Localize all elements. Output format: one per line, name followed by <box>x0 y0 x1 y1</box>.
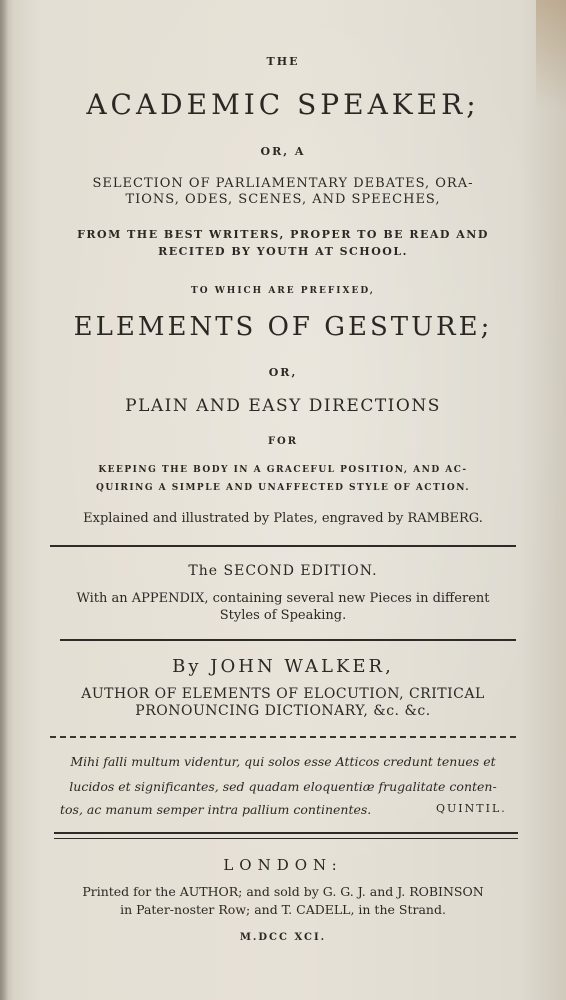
for-line: FOR <box>267 436 299 447</box>
subtitle-line-4: RECITED BY YOUTH AT SCHOOL. <box>158 245 408 258</box>
elements-title: ELEMENTS OF GESTURE; <box>73 312 493 342</box>
keeping-line-1: KEEPING THE BODY IN A GRACEFUL POSITION, AND AC- <box>98 465 468 475</box>
author-desc-line-1: AUTHOR OF ELEMENTS OF ELOCUTION, CRITICAL <box>81 686 485 702</box>
rule-4a <box>54 832 518 834</box>
author-desc-line-2: PRONOUNCING DICTIONARY, &c. &c. <box>135 703 431 719</box>
quote-line-2: lucidos et significantes, sed quadam eloquentiæ frugalitate conten- <box>69 779 497 794</box>
main-title: ACADEMIC SPEAKER; <box>86 88 480 121</box>
printed-line-1: Printed for the AUTHOR; and sold by G. G. J. and J. ROBINSON <box>82 884 484 899</box>
quote-line-3: tos, ac manum semper intra pallium continentes. <box>60 802 372 817</box>
city-line: LONDON: <box>223 856 343 874</box>
rule-4b <box>54 838 518 839</box>
or-line: OR, <box>268 366 298 379</box>
directions-line: PLAIN AND EASY DIRECTIONS <box>125 396 441 416</box>
subtitle-line-1: SELECTION OF PARLIAMENTARY DEBATES, ORA- <box>92 176 474 191</box>
rule-3 <box>50 736 516 738</box>
rule-2 <box>60 639 516 641</box>
appendix-line-2: Styles of Speaking. <box>219 608 347 623</box>
printed-line-2: in Pater-noster Row; and T. CADELL, in the Strand. <box>120 902 446 917</box>
rule-1 <box>50 545 516 547</box>
explained-line: Explained and illustrated by Plates, engraved by RAMBERG. <box>83 511 483 526</box>
keeping-line-2: QUIRING A SIMPLE AND UNAFFECTED STYLE OF ACTION. <box>96 483 470 493</box>
appendix-line-1: With an APPENDIX, containing several new Pieces in different <box>76 591 490 606</box>
subtitle-line-2: TIONS, ODES, SCENES, AND SPEECHES, <box>125 192 441 207</box>
date-line: M.DCC XCI. <box>239 932 327 943</box>
subtitle-line-3: FROM THE BEST WRITERS, PROPER TO BE READ AND <box>77 228 489 241</box>
edition-line: The SECOND EDITION. <box>188 563 378 579</box>
quote-attribution: QUINTIL. <box>436 802 507 815</box>
the-line: THE <box>266 55 300 68</box>
by-author-line: By JOHN WALKER, <box>172 656 394 677</box>
or-a-line: OR, A <box>260 145 306 158</box>
quote-line-1: Mihi falli multum videntur, qui solos esse Atticos credunt tenues et <box>70 754 496 769</box>
prefixed-line: TO WHICH ARE PREFIXED, <box>191 286 375 296</box>
